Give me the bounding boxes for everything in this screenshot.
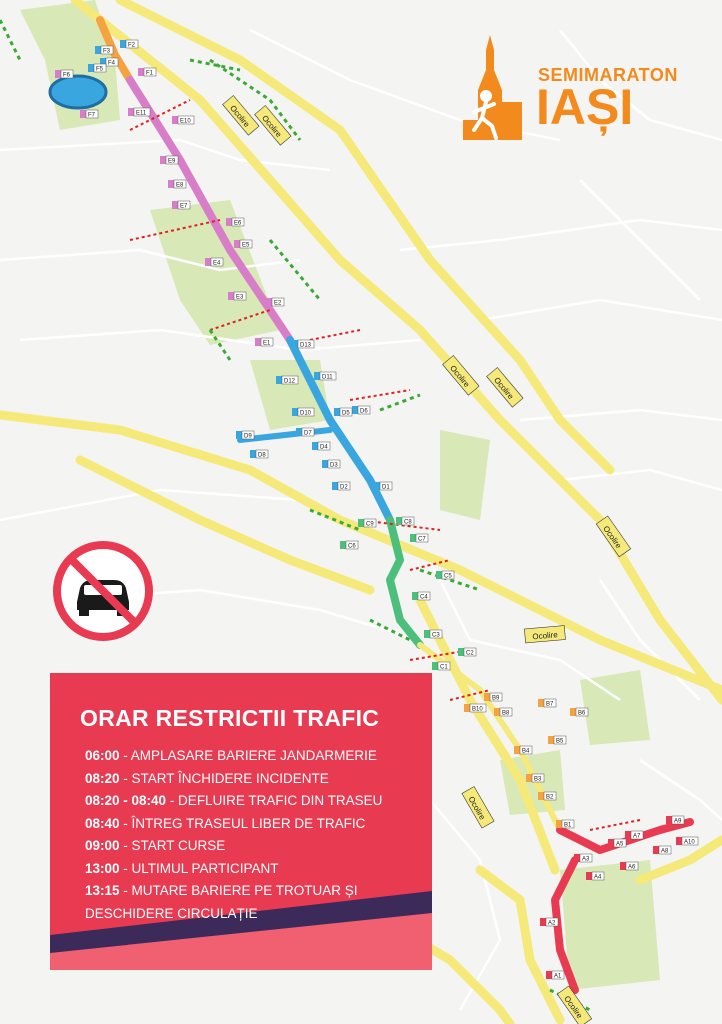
schedule-item [85,835,430,858]
marker-icon [352,406,358,414]
route-marker-c4 [412,592,430,601]
route-marker-a10 [676,837,698,846]
marker-icon [226,218,232,226]
marker-label: B5 [556,738,564,745]
marker-icon [314,372,320,380]
barrier-5 [350,390,410,400]
marker-label: C8 [404,519,412,526]
schedule-time: 08:20 - 08:40 [85,793,167,808]
route-marker-f6 [55,70,73,79]
route-marker-f3 [95,46,113,55]
marker-icon [570,708,576,716]
marker-icon [236,431,242,439]
marker-icon [396,517,402,525]
schedule-item [85,790,430,813]
marker-icon [255,338,261,346]
marker-label: F6 [63,72,71,79]
marker-label: B4 [522,748,530,755]
marker-label: C4 [420,594,428,601]
marker-label: D12 [284,378,296,385]
marker-label: D5 [342,410,350,417]
marker-icon [120,40,126,48]
schedule-time: 08:40 [85,815,120,831]
route-marker-e6 [226,218,244,227]
marker-label: D9 [244,433,252,440]
route-marker-c7 [410,534,428,543]
marker-icon [276,376,282,384]
marker-icon [625,831,631,839]
route-marker-a1 [546,971,564,980]
traffic-schedule-panel [50,673,432,970]
marker-label: E6 [234,220,242,227]
route-marker-d4 [312,442,330,451]
marker-label: A9 [674,818,682,825]
route-marker-d11 [314,372,336,381]
schedule-text: - ÎNTREG TRASEUL LIBER DE TRAFIC [119,815,366,831]
schedule-time: 13:15 [85,883,120,898]
marker-icon [334,408,340,416]
runner-church-logo-icon [458,30,538,140]
street-6 [400,220,722,250]
detour-label-7 [462,787,494,829]
marker-label: A7 [633,833,641,840]
route-marker-c6 [340,541,358,550]
street-9 [560,470,722,490]
marker-label: A10 [684,839,695,846]
marker-label: D13 [300,342,312,349]
marker-label: B3 [534,776,542,783]
marker-icon [514,746,520,754]
marker-icon [168,180,174,188]
marker-icon [586,872,592,880]
marker-label: A4 [594,874,602,881]
route-marker-b9 [484,693,502,702]
route-marker-d7 [296,428,314,437]
marker-icon [322,460,328,468]
marker-icon [292,408,298,416]
detour-label-text: Ocolire [466,794,487,822]
route-marker-b2 [538,792,556,801]
marker-icon [250,450,256,458]
route-marker-b7 [538,699,556,708]
route-marker-b10 [464,704,486,713]
marker-label: F3 [103,48,111,55]
route-marker-a2 [540,918,558,927]
route-marker-c1 [432,662,450,671]
marker-label: F5 [96,66,104,73]
schedule-text: - START CURSE [119,838,226,853]
marker-icon [358,519,364,527]
marker-label: E8 [176,182,184,189]
marker-icon [160,156,166,164]
route-marker-c8 [396,517,414,526]
marker-label: B7 [546,701,554,708]
route-marker-d13 [292,340,314,349]
street-13 [640,760,722,820]
marker-label: E1 [263,340,271,347]
marker-label: D2 [340,484,348,491]
marker-icon [412,592,418,600]
marker-icon [574,854,580,862]
marker-icon [128,108,134,116]
marker-icon [436,571,442,579]
route-marker-d1 [374,482,392,491]
marker-icon [172,201,178,209]
schedule-text: - ULTIMUL PARTICIPANT [119,860,279,876]
marker-icon [80,110,86,118]
marker-label: B9 [492,695,500,702]
marker-icon [138,68,144,76]
marker-icon [340,541,346,549]
detour-label-2 [255,106,291,146]
route-marker-b8 [494,708,512,717]
detour-arrow-3 [270,240,320,300]
route-marker-e9 [160,156,178,165]
route-marker-e10 [172,116,194,125]
marker-label: C7 [418,536,426,543]
marker-icon [312,442,318,450]
route-marker-a5 [608,839,626,848]
event-logo [458,30,688,150]
marker-icon [332,482,338,490]
route-marker-e7 [172,201,190,210]
schedule-text: - MUTARE BARIERE PE TROTUAR ȘI DESCHIDERE CIRCULAȚIE [85,883,358,921]
route-marker-f5 [88,64,106,73]
marker-label: D8 [258,452,266,459]
marker-icon [374,482,380,490]
marker-icon [95,46,101,54]
route-marker-d3 [322,460,340,469]
route-marker-a6 [620,862,638,871]
marker-icon [266,298,272,306]
detour-label-text: Ocolire [562,994,585,1021]
marker-icon [556,820,562,828]
detour-label-text: Ocolire [601,524,624,551]
route-marker-d2 [332,482,350,491]
detour-label-4 [487,368,523,408]
schedule-text: - DEFLUIRE TRAFIC DIN TRASEU [166,793,383,808]
marker-label: A1 [554,973,562,980]
marker-icon [172,116,178,124]
marker-icon [464,704,470,712]
marker-label: E2 [274,300,282,307]
street-15 [580,180,700,300]
marker-label: C9 [366,521,374,528]
marker-icon [494,708,500,716]
marker-icon [546,971,552,979]
route-marker-e11 [128,108,150,117]
schedule-time: 06:00 [85,748,120,763]
marker-label: C1 [440,664,448,671]
route-marker-e5 [234,240,252,249]
route-marker-e8 [168,180,186,189]
marker-label: B1 [564,822,572,829]
marker-label: E11 [136,110,147,117]
route-marker-a9 [666,816,684,825]
schedule-time: 09:00 [85,838,120,853]
schedule-list [85,745,430,925]
logo-title: IAȘI [536,79,634,135]
marker-icon [205,258,211,266]
logo-subtitle: SEMIMARATON [538,65,678,85]
detour-label-3 [443,356,479,396]
schedule-text: - AMPLASARE BARIERE JANDARMERIE [119,748,377,763]
marker-icon [666,816,672,824]
route-marker-c2 [458,648,476,657]
marker-icon [484,693,490,701]
marker-icon [620,862,626,870]
route-marker-e4 [205,258,223,267]
marker-icon [88,64,94,72]
route-marker-d8 [250,450,268,459]
marker-icon [608,839,614,847]
detour-label-text: Ocolire [532,630,559,642]
schedule-title: ORAR RESTRICTII TRAFIC [80,705,380,731]
marker-icon [540,918,546,926]
marker-icon [432,662,438,670]
marker-label: D4 [320,444,328,451]
marker-label: A8 [661,848,669,855]
marker-icon [228,292,234,300]
route-marker-d5 [334,408,352,417]
schedule-item [85,880,430,925]
route-marker-c5 [436,571,454,580]
detour-label-text: Ocolire [448,363,472,389]
route-marker-a7 [625,831,643,840]
schedule-time: 08:20 [85,770,120,786]
marker-label: E9 [168,158,176,165]
marker-label: E4 [213,260,221,267]
marker-icon [538,699,544,707]
detour-arrow-7 [0,20,20,60]
detour-label-6 [524,626,565,643]
route-marker-a3 [574,854,592,863]
route-marker-d10 [292,408,314,417]
park-mid [440,430,490,520]
route-marker-a8 [653,846,671,855]
route-marker-d12 [276,376,298,385]
marker-icon [548,736,554,744]
marker-label: C2 [466,650,474,657]
marker-label: D7 [304,430,312,437]
marker-label: B6 [578,710,586,717]
route-marker-e2 [266,298,284,307]
marker-label: E7 [180,203,188,210]
marker-label: C6 [348,543,356,550]
stadium-track [50,76,106,108]
route-marker-e3 [228,292,246,301]
detour-arrow-9 [380,395,420,410]
marker-label: F4 [108,60,116,67]
route-marker-b5 [548,736,566,745]
detour-label-text: Ocolire [260,113,284,139]
marker-label: F7 [88,112,96,119]
route-marker-d6 [352,406,370,415]
marker-label: E5 [242,242,250,249]
marker-label: D1 [382,484,390,491]
route-marker-b3 [526,774,544,783]
schedule-item [85,745,430,768]
no-cars-icon [52,540,154,642]
marker-label: A6 [628,864,636,871]
marker-label: D6 [360,408,368,415]
route-marker-c9 [358,519,376,528]
marker-icon [526,774,532,782]
route-marker-a4 [586,872,604,881]
route-marker-b6 [570,708,588,717]
marker-icon [676,837,682,845]
schedule-text: - START ÎNCHIDERE INCIDENTE [119,770,329,786]
marker-label: C5 [444,573,452,580]
marker-label: A2 [548,920,556,927]
barrier-9 [590,820,640,830]
road-east-lower [640,840,722,880]
marker-label: F1 [146,70,154,77]
marker-icon [292,340,298,348]
schedule-time: 13:00 [85,860,120,876]
marker-icon [296,428,302,436]
marker-label: A5 [616,841,624,848]
route-marker-e1 [255,338,273,347]
marker-label: B10 [472,706,483,713]
schedule-item [85,813,430,836]
schedule-item [85,858,430,881]
route-marker-c3 [424,630,442,639]
marker-label: D10 [300,410,312,417]
marker-label: B2 [546,794,554,801]
detour-label-text: Ocolire [228,103,252,129]
marker-label: F2 [128,42,136,49]
marker-label: C3 [432,632,440,639]
marker-icon [458,648,464,656]
marker-icon [653,846,659,854]
route-marker-f2 [120,40,138,49]
marker-label: E3 [236,294,244,301]
marker-label: E10 [180,118,191,125]
route-marker-f1 [138,68,156,77]
marker-label: B8 [502,710,510,717]
marker-icon [410,534,416,542]
street-7 [480,300,722,320]
marker-label: A3 [582,856,590,863]
detour-label-text: Ocolire [492,375,516,401]
route-marker-d9 [236,431,254,440]
marker-label: D11 [322,374,333,381]
marker-icon [55,70,61,78]
marker-icon [424,630,430,638]
detour-arrow-1 [190,60,240,70]
marker-icon [234,240,240,248]
marker-icon [538,792,544,800]
schedule-item [85,768,430,791]
barrier-4 [310,330,360,340]
marker-label: D3 [330,462,338,469]
route-marker-b1 [556,820,574,829]
route-marker-b4 [514,746,532,755]
route-marker-f7 [80,110,98,119]
